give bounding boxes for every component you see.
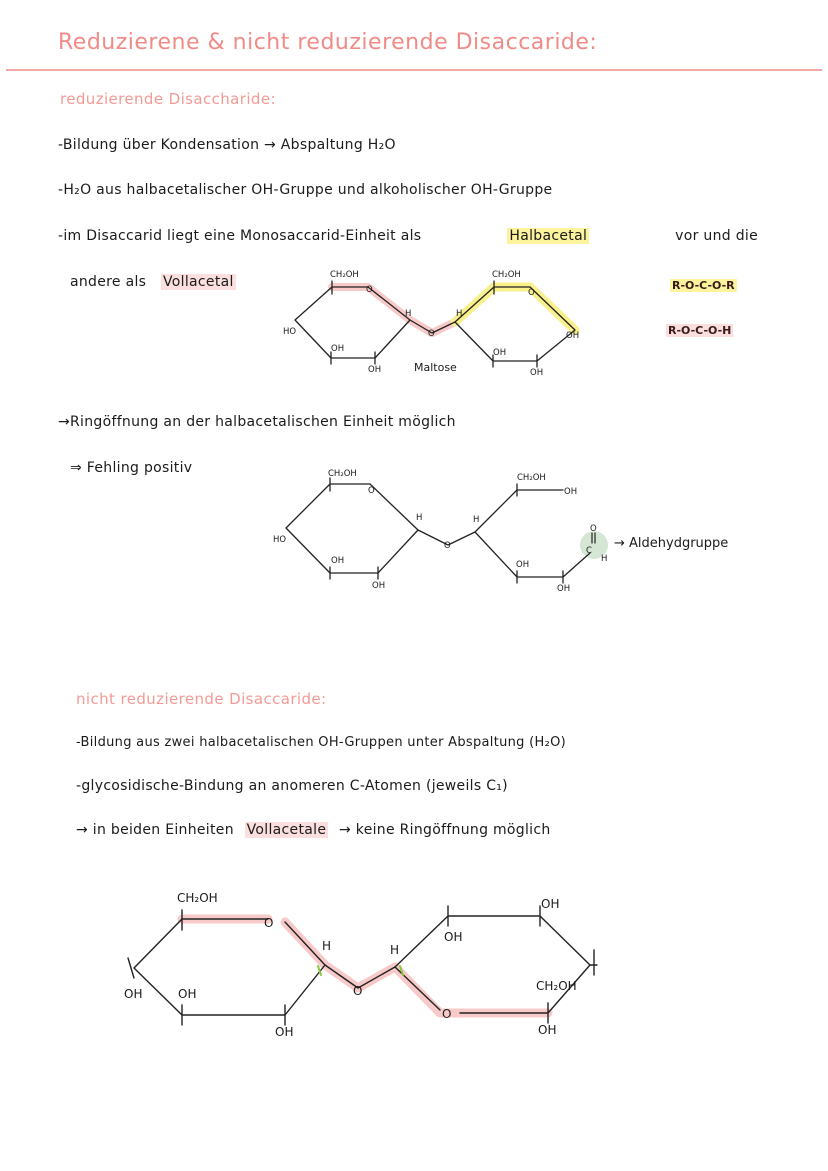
reducing-line-3-start: -im Disaccarid liegt eine Monosaccarid-Einheit als <box>58 228 422 244</box>
open-oh-top: OH <box>564 487 578 497</box>
reducing-line-5: →Ringöffnung an der halbacetalischen Einheit möglich <box>58 414 456 430</box>
halbacetal-highlight: Halbacetal <box>509 228 588 244</box>
sugar-h-right: H <box>390 943 400 957</box>
open-oh-chain-bottom: OH <box>557 584 571 594</box>
nonreducing-heading: nicht reduzierende Disaccaride: <box>76 690 327 708</box>
maltose-label: Maltose <box>414 361 457 374</box>
sugar-bridge-o: O <box>353 984 363 998</box>
sugar-ring-o-left: O <box>264 916 274 930</box>
aldehyde-h: H <box>601 554 608 564</box>
sugar-ch2oh-left: CH₂OH <box>177 891 218 905</box>
sugar-oh-far-left: OH <box>124 987 143 1001</box>
open-ring-o-left: O <box>368 486 375 496</box>
open-h-left: H <box>416 513 423 523</box>
maltose-ho-left: HO <box>283 327 297 337</box>
maltose-bridge-o: O <box>428 329 435 339</box>
sugar-oh-left-bottom: OH <box>275 1025 294 1039</box>
reducing-line-4-start: andere als <box>70 274 147 290</box>
aldehyde-o: O <box>590 524 597 534</box>
reducing-heading: reduzierende Disaccharide: <box>60 90 276 108</box>
sugar-ring-o-right: O <box>442 1007 452 1021</box>
nonreducing-line-1: -Bildung aus zwei halbacetalischen OH-Gruppen unter Abspaltung (H₂O) <box>76 735 567 750</box>
sugar-oh-right-bottom: OH <box>538 1023 557 1037</box>
sugar-oh-left-in: OH <box>178 987 197 1001</box>
sugar-oh-right-top: OH <box>541 897 560 911</box>
maltose-h-right: H <box>456 309 463 319</box>
maltose-oh-right-in: OH <box>493 348 507 358</box>
open-ho-left: HO <box>273 535 287 545</box>
vollacetal-highlight: Vollacetal <box>163 274 234 290</box>
sugar-ch2oh-right: CH₂OH <box>536 979 577 993</box>
formula-halbacetal: R-O-C-O-H <box>668 324 732 337</box>
open-h-chain: H <box>473 515 480 525</box>
maltose-ring-o-right: O <box>528 288 535 298</box>
open-oh-left-in: OH <box>331 556 345 566</box>
open-bridge-o: O <box>444 541 451 551</box>
open-oh-chain-in: OH <box>516 560 530 570</box>
aldehyde-c: C <box>586 546 592 556</box>
maltose-ch2oh-left: CH₂OH <box>330 270 359 280</box>
page-title: Reduzierene & nicht reduzierende Disaccaride: <box>58 30 598 55</box>
reducing-line-3-end: vor und die <box>675 228 758 244</box>
nonreducing-line-2: -glycosidische-Bindung an anomeren C-Atomen (jeweils C₁) <box>76 778 508 794</box>
maltose-oh-right-bottom: OH <box>530 368 544 378</box>
sugar-oh-right-in: OH <box>444 930 463 944</box>
open-oh-left-bottom: OH <box>372 581 386 591</box>
nonreducing-line-3-start: → in beiden Einheiten <box>76 822 234 838</box>
aldehyde-label: → Aldehydgruppe <box>614 536 729 551</box>
reducing-line-1: -Bildung über Kondensation → Abspaltung H₂O <box>58 137 396 153</box>
maltose-ring-o-left: O <box>366 285 373 295</box>
formula-vollacetal: R-O-C-O-R <box>672 279 735 292</box>
open-ch2oh-right: CH₂OH <box>517 473 546 483</box>
maltose-ch2oh-right: CH₂OH <box>492 270 521 280</box>
maltose-oh-right-end: OH <box>566 331 580 341</box>
sugar-h-left: H <box>322 939 332 953</box>
open-ch2oh-left: CH₂OH <box>328 469 357 479</box>
maltose-oh-left-bottom: OH <box>368 365 382 375</box>
nonreducing-line-3 <box>76 822 551 838</box>
vollacetale-highlight: Vollacetale <box>246 822 327 838</box>
maltose-oh-left-in: OH <box>331 344 345 354</box>
nonreducing-line-3-end: → keine Ringöffnung möglich <box>339 822 551 838</box>
reducing-line-6: ⇒ Fehling positiv <box>70 460 193 476</box>
maltose-h-left: H <box>405 309 412 319</box>
reducing-line-2: -H₂O aus halbacetalischer OH-Gruppe und alkoholischer OH-Gruppe <box>58 182 553 198</box>
